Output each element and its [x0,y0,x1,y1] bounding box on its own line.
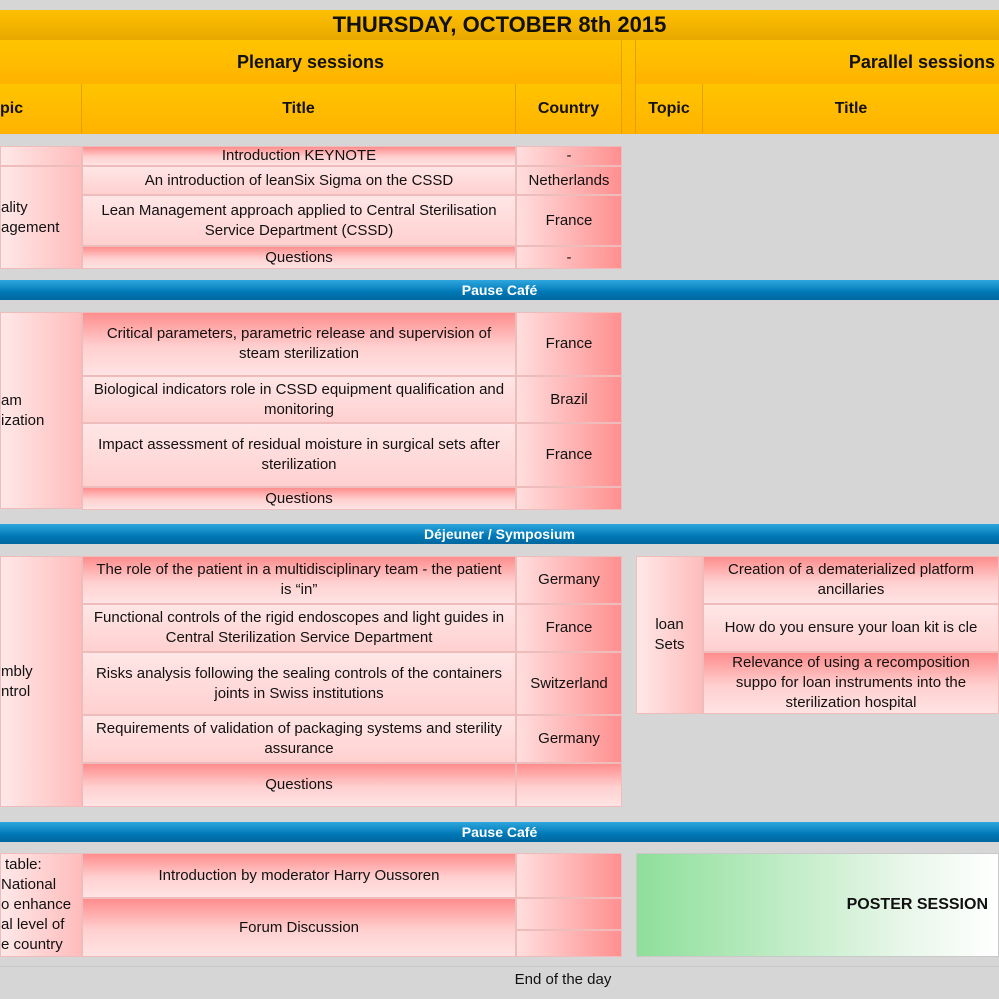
topic-steam-sterilization [0,312,82,509]
session-title: Forum Discussion [82,898,516,957]
session-country: France [516,604,622,652]
col-topic-plenary: pic [0,84,82,134]
session-country [516,487,622,510]
col-country-plenary: Country [516,84,622,134]
col-title-parallel: Title [703,84,999,134]
session-title: An introduction of leanSix Sigma on the CSSD [82,166,516,195]
session-title: Questions [82,246,516,269]
session-country: France [516,195,622,246]
session-country [516,763,622,807]
session-country [516,898,622,930]
topic-line: ality [1,198,28,216]
topic-round-table [0,853,82,957]
parallel-session-title: How do you ensure your loan kit is cle [703,604,999,652]
parallel-session-title: Creation of a dematerialized platform ancillaries [703,556,999,604]
topic-line: al level of [1,916,65,933]
topic-line: ntrol [1,682,31,700]
day-title: THURSDAY, OCTOBER 8th 2015 [0,10,999,40]
divider [0,966,999,967]
break-bar: Pause Café [0,280,999,300]
col-topic-parallel: Topic [636,84,703,134]
header-gap [622,40,636,134]
topic-line: National [1,876,57,893]
topic-line: o enhance [1,896,72,913]
topic-line: table: [5,856,42,873]
session-country: - [516,246,622,269]
session-country: Switzerland [516,652,622,715]
session-title: The role of the patient in a multidisciplinary team - the patient is “in” [82,556,516,604]
session-title: Critical parameters, parametric release and supervision of steam sterilization [82,312,516,376]
session-title: Functional controls of the rigid endoscopes and light guides in Central Sterilization Service Department [82,604,516,652]
session-title: Impact assessment of residual moisture in surgical sets after sterilization [82,423,516,487]
poster-session: POSTER SESSION [636,853,999,957]
session-country: France [516,423,622,487]
parallel-session-title: Relevance of using a recomposition suppo for loan instruments into the sterilization hospital [703,652,999,714]
topic-line: mbly [1,662,33,680]
col-title-plenary: Title [82,84,516,134]
parallel-header: Parallel sessions [636,40,999,84]
topic-line: ization [1,411,45,429]
session-title: Questions [82,487,516,510]
session-country: Brazil [516,376,622,423]
session-title: Questions [82,763,516,807]
topic-loan-sets: loan Sets [636,556,703,714]
break-bar: Pause Café [0,822,999,842]
end-of-day: End of the day [514,970,612,988]
break-bar: Déjeuner / Symposium [0,524,999,544]
topic-quality-management [0,166,82,269]
topic-line: agement [1,218,60,236]
topic-assembly-control [0,556,82,807]
topic-line: e country [1,936,63,953]
session-title: Requirements of validation of packaging systems and sterility assurance [82,715,516,763]
session-country [516,853,622,898]
topic-cell-keynote [0,146,82,166]
session-title: Introduction KEYNOTE [82,146,516,166]
session-country: Germany [516,556,622,604]
session-country: Netherlands [516,166,622,195]
session-country: - [516,146,622,166]
session-title: Lean Management approach applied to Central Sterilisation Service Department (CSSD) [82,195,516,246]
session-title: Introduction by moderator Harry Oussoren [82,853,516,898]
session-country [516,930,622,957]
session-title: Biological indicators role in CSSD equipment qualification and monitoring [82,376,516,423]
topic-line: am [1,391,22,409]
session-title: Risks analysis following the sealing controls of the containers joints in Swiss institutions [82,652,516,715]
session-country: Germany [516,715,622,763]
session-country: France [516,312,622,376]
plenary-header: Plenary sessions [0,40,622,84]
